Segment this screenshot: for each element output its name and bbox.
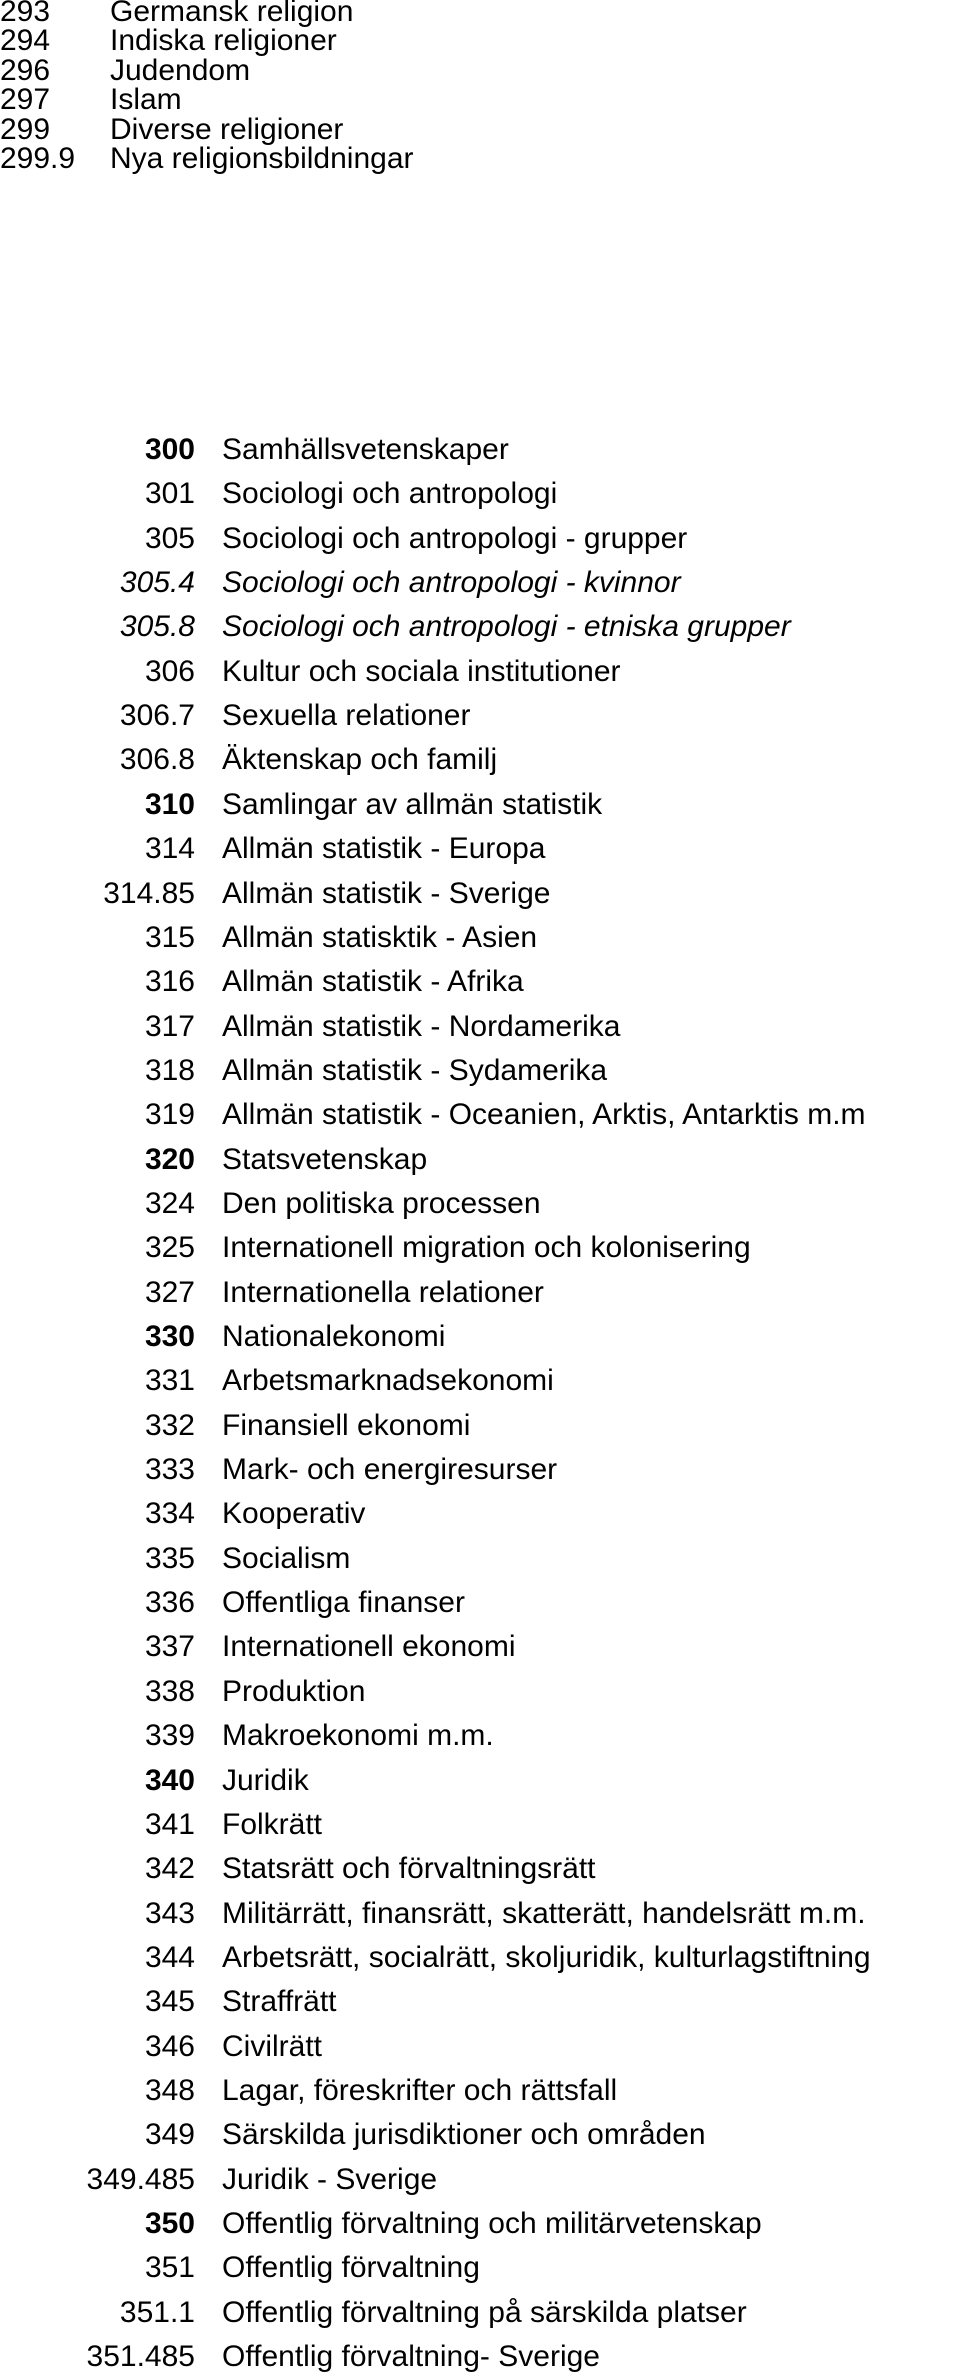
- class-code: 351: [144, 2251, 195, 2285]
- class-code: 339: [144, 1719, 195, 1753]
- class-code: 301: [144, 477, 195, 511]
- class-title: Internationell migration och kolonisering: [222, 1231, 751, 1265]
- class-code: 318: [144, 1053, 195, 1087]
- class-title: Produktion: [222, 1674, 366, 1708]
- class-title: Finansiell ekonomi: [222, 1408, 471, 1442]
- class-title: Allmän statistik - Oceanien, Arktis, Antarktis m.m: [222, 1098, 866, 1132]
- class-title: Särskilda jurisdiktioner och områden: [222, 2118, 706, 2152]
- class-title: Sociologi och antropologi: [222, 477, 558, 511]
- class-title: Makroekonomi m.m.: [222, 1719, 494, 1753]
- class-title: Offentliga finanser: [222, 1586, 465, 1620]
- class-title: Nya religionsbildningar: [110, 142, 414, 175]
- class-code: 306: [144, 654, 195, 688]
- class-code: 320: [144, 1142, 195, 1176]
- class-code: 334: [144, 1497, 195, 1531]
- class-title: Nationalekonomi: [222, 1320, 446, 1353]
- class-title: Socialism: [222, 1541, 351, 1575]
- class-code: 325: [144, 1231, 195, 1265]
- class-code: 314.85: [103, 876, 195, 910]
- class-title: Offentlig förvaltning: [222, 2251, 480, 2285]
- class-title: Samlingar av allmän statistik: [222, 787, 603, 821]
- class-code: 316: [144, 965, 195, 999]
- class-code: 306.8: [119, 743, 195, 777]
- class-code: 305: [144, 521, 195, 555]
- class-title: Arbetsmarknadsekonomi: [222, 1364, 554, 1398]
- class-code: 342: [144, 1852, 195, 1886]
- class-code: 305.8: [119, 610, 195, 644]
- class-code: 296: [0, 53, 51, 87]
- class-title: Allmän statisktik - Asien: [222, 920, 538, 954]
- class-title: Lagar, föreskrifter och rättsfall: [222, 2073, 618, 2107]
- class-title: Sociologi och antropologi - etniska grupper: [222, 610, 791, 644]
- class-code: 330: [144, 1320, 195, 1353]
- class-code: 315: [144, 920, 195, 954]
- class-code: 294: [0, 24, 51, 58]
- class-title: Statsrätt och förvaltningsrätt: [222, 1852, 596, 1886]
- class-code: 331: [144, 1364, 195, 1398]
- class-title: Allmän statistik - Afrika: [222, 965, 524, 999]
- class-title: Den politiska processen: [222, 1186, 541, 1220]
- class-title: Civilrätt: [222, 2029, 323, 2063]
- class-title: Diverse religioner: [110, 112, 344, 146]
- class-title: Allmän statistik - Sverige: [222, 876, 551, 910]
- class-title: Militärrätt, finansrätt, skatterätt, handelsrätt m.m.: [222, 1896, 866, 1930]
- class-title: Allmän statistik - Nordamerika: [222, 1009, 621, 1043]
- class-code: 345: [144, 1985, 195, 2019]
- class-title: Offentlig förvaltning- Sverige: [222, 2340, 600, 2374]
- class-code: 310: [144, 787, 195, 821]
- class-code: 300: [144, 433, 195, 466]
- class-title: Samhällsvetenskaper: [222, 433, 509, 466]
- class-title: Arbetsrätt, socialrätt, skoljuridik, kulturlagstiftning: [222, 1940, 871, 1974]
- class-code: 337: [144, 1630, 195, 1664]
- class-title: Sexuella relationer: [222, 699, 471, 733]
- class-title: Internationella relationer: [222, 1275, 544, 1309]
- class-code: 293: [0, 0, 51, 28]
- class-code: 348: [144, 2073, 195, 2107]
- class-code: 299.9: [0, 142, 76, 175]
- class-code: 299: [0, 112, 51, 146]
- class-title: Äktenskap och familj: [222, 743, 498, 777]
- class-code: 349.485: [86, 2162, 195, 2196]
- class-title: Allmän statistik - Europa: [222, 832, 546, 866]
- class-title: Kooperativ: [222, 1497, 366, 1531]
- class-title: Sociologi och antropologi - kvinnor: [222, 566, 681, 600]
- class-code: 343: [144, 1896, 195, 1930]
- class-code: 297: [0, 83, 51, 117]
- class-code: 306.7: [119, 699, 195, 733]
- class-code: 332: [144, 1408, 195, 1442]
- class-title: Islam: [110, 83, 182, 117]
- class-code: 341: [144, 1807, 195, 1841]
- class-code: 344: [144, 1940, 195, 1974]
- class-title: Folkrätt: [222, 1807, 323, 1841]
- class-code: 317: [144, 1009, 195, 1043]
- class-code: 305.4: [119, 566, 195, 600]
- class-title: Allmän statistik - Sydamerika: [222, 1053, 608, 1087]
- class-code: 340: [144, 1763, 195, 1797]
- class-code: 349: [144, 2118, 195, 2152]
- class-code: 350: [144, 2207, 195, 2240]
- class-title: Judendom: [110, 53, 251, 87]
- class-title: Mark- och energiresurser: [222, 1453, 558, 1487]
- class-code: 351.485: [86, 2340, 195, 2374]
- class-title: Germansk religion: [110, 0, 354, 28]
- class-title: Kultur och sociala institutioner: [222, 654, 621, 688]
- class-code: 346: [144, 2029, 195, 2063]
- class-title: Juridik: [222, 1763, 309, 1797]
- class-code: 324: [144, 1186, 195, 1220]
- class-title: Juridik - Sverige: [222, 2162, 438, 2196]
- class-title: Sociologi och antropologi - grupper: [222, 521, 688, 555]
- class-code: 319: [144, 1098, 195, 1132]
- class-code: 336: [144, 1586, 195, 1620]
- class-code: 333: [144, 1453, 195, 1487]
- class-title: Offentlig förvaltning och militärvetenskap: [222, 2207, 762, 2240]
- class-title: Internationell ekonomi: [222, 1630, 516, 1664]
- class-code: 327: [144, 1275, 195, 1309]
- class-title: Indiska religioner: [110, 24, 337, 58]
- class-title: Statsvetenskap: [222, 1142, 428, 1176]
- class-code: 351.1: [119, 2295, 195, 2329]
- class-title: Offentlig förvaltning på särskilda platser: [222, 2295, 747, 2329]
- class-code: 338: [144, 1674, 195, 1708]
- class-code: 314: [144, 832, 195, 866]
- class-title: Straffrätt: [222, 1985, 337, 2019]
- class-code: 335: [144, 1541, 195, 1575]
